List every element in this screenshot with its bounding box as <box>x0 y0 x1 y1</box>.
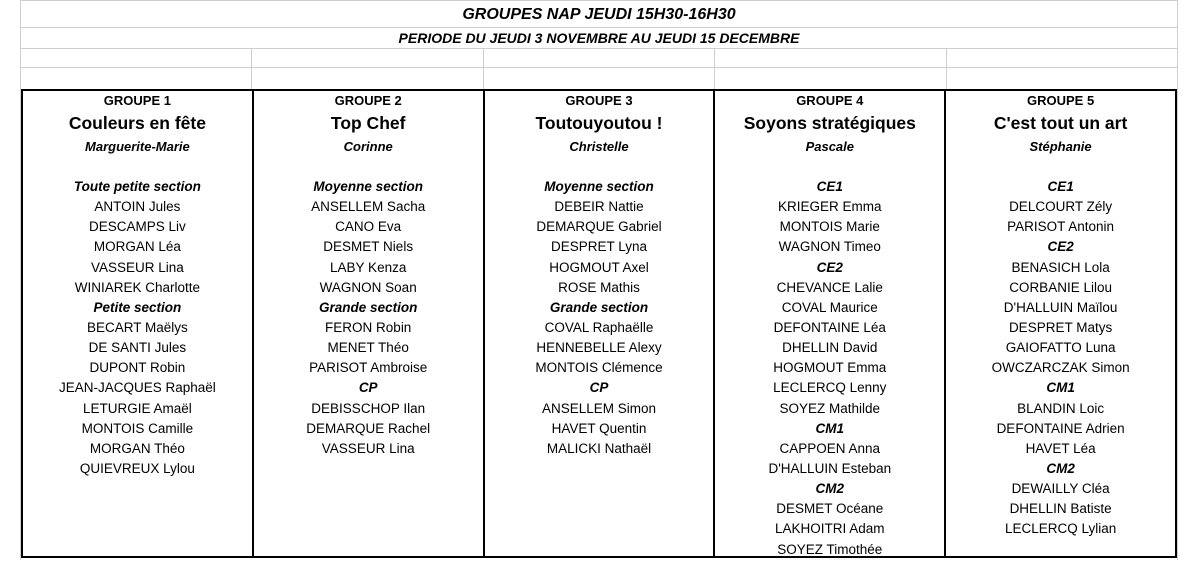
student-name: MORGAN Théo <box>89 440 185 456</box>
student-name: CORBANIE Lilou <box>1009 279 1112 295</box>
student-name: ANSELLEM Simon <box>541 400 657 416</box>
student-name: WAGNON Soan <box>319 279 417 295</box>
student-name: MENET Théo <box>327 340 409 356</box>
groups-table <box>21 89 1177 558</box>
class-level-heading: CP <box>358 380 378 396</box>
student-name: DEMARQUE Gabriel <box>536 219 662 235</box>
student-name: MONTOIS Clémence <box>535 360 663 376</box>
group-title: GROUPE 4 <box>796 93 864 108</box>
class-level-heading: CE2 <box>1047 239 1074 255</box>
class-level-heading: CE1 <box>816 179 843 194</box>
student-name: LECLERCQ Lenny <box>773 380 887 396</box>
student-name: MORGAN Léa <box>93 239 181 255</box>
class-level-heading: CE2 <box>816 259 843 275</box>
student-name: BENASICH Lola <box>1011 259 1110 275</box>
student-name: HAVET Léa <box>1025 440 1096 456</box>
page-title: GROUPES NAP JEUDI 15H30-16H30 <box>462 6 736 23</box>
group-title: GROUPE 3 <box>565 93 633 108</box>
group-spacer <box>23 157 252 177</box>
student-name: DEBISSCHOP Ilan <box>311 400 426 416</box>
student-name: PARISOT Antonin <box>1007 219 1114 235</box>
group-column-3 <box>485 91 716 556</box>
student-name: D'HALLUIN Esteban <box>768 460 892 476</box>
group-leader: Corinne <box>343 139 393 154</box>
group-theme: C'est tout un art <box>993 113 1128 133</box>
student-name: DHELLIN David <box>782 340 878 356</box>
student-name: ANSELLEM Sacha <box>311 199 426 215</box>
student-name: DEMARQUE Rachel <box>306 420 431 436</box>
grid-line <box>20 27 1178 28</box>
student-name: MONTOIS Camille <box>81 420 194 436</box>
student-name: DEFONTAINE Adrien <box>996 420 1125 436</box>
grid-line <box>714 48 715 90</box>
student-name: DEFONTAINE Léa <box>773 319 886 335</box>
student-name: MONTOIS Marie <box>779 219 880 235</box>
student-name: GAIOFATTO Luna <box>1005 340 1116 356</box>
student-name: DEBEIR Nattie <box>554 199 644 215</box>
group-spacer <box>715 157 944 177</box>
class-level-heading: Petite section <box>93 299 182 315</box>
student-name: JEAN-JACQUES Raphaël <box>58 380 216 396</box>
student-name: MALICKI Nathaël <box>546 440 652 456</box>
group-theme: Soyons stratégiques <box>743 113 916 133</box>
student-name: DESMET Océane <box>776 501 884 517</box>
group-column-2 <box>254 91 485 556</box>
grid-line <box>946 48 947 90</box>
student-name: BLANDIN Loic <box>1017 400 1105 416</box>
student-name: CAPPOEN Anna <box>779 440 881 456</box>
class-level-heading: Grande section <box>549 299 649 315</box>
student-name: COVAL Maurice <box>781 299 878 315</box>
class-level-heading: CM2 <box>815 481 845 497</box>
class-level-heading: Moyenne section <box>544 179 654 194</box>
student-name: DESPRET Matys <box>1008 319 1113 335</box>
group-theme: Couleurs en fête <box>68 113 206 133</box>
student-name: DESMET Niels <box>323 239 414 255</box>
student-name: DELCOURT Zély <box>1009 199 1113 215</box>
student-name: CHEVANCE Lalie <box>776 279 883 295</box>
student-name: CANO Eva <box>335 219 402 235</box>
group-column-5 <box>946 91 1175 556</box>
group-title: GROUPE 2 <box>334 93 402 108</box>
student-name: HENNEBELLE Alexy <box>536 340 662 356</box>
group-leader: Marguerite-Marie <box>85 139 190 154</box>
class-level-heading: CM2 <box>1046 460 1075 476</box>
student-name: DE SANTI Jules <box>88 340 187 356</box>
grid-line <box>20 48 1178 49</box>
student-name: HAVET Quentin <box>551 420 647 436</box>
student-name: COVAL Raphaëlle <box>544 319 654 335</box>
student-name: HOGMOUT Emma <box>773 360 887 376</box>
class-level-heading: CM1 <box>815 420 845 436</box>
group-spacer <box>946 157 1175 177</box>
grid-line <box>483 48 484 90</box>
group-theme: Top Chef <box>330 113 406 133</box>
class-level-heading: Moyenne section <box>313 179 423 194</box>
student-name: KRIEGER Emma <box>778 199 882 215</box>
student-name: LECLERCQ Lylian <box>1004 521 1117 537</box>
student-name: HOGMOUT Axel <box>549 259 649 275</box>
student-name: DESCAMPS Liv <box>89 219 186 235</box>
student-name: ROSE Mathis <box>558 279 640 295</box>
student-name: PARISOT Ambroise <box>309 360 428 376</box>
student-name: LAKHOITRI Adam <box>775 521 885 537</box>
class-level-heading: Toute petite section <box>73 179 201 194</box>
student-name: DUPONT Robin <box>89 360 186 376</box>
student-name: LETURGIE Amaël <box>83 400 192 416</box>
grid-line <box>20 67 1178 68</box>
group-column-4 <box>715 91 946 556</box>
grid-line <box>251 48 252 90</box>
student-name: QUIEVREUX Lylou <box>79 460 195 476</box>
student-name: VASSEUR Lina <box>321 440 415 456</box>
group-leader: Christelle <box>569 139 629 154</box>
page-subtitle: PERIODE DU JEUDI 3 NOVEMBRE AU JEUDI 15 DECEMBRE <box>398 30 800 46</box>
group-spacer <box>485 157 714 177</box>
grid-line <box>1177 0 1178 560</box>
student-name: WINIAREK Charlotte <box>74 279 201 295</box>
class-level-heading: CP <box>589 380 609 396</box>
student-name: DEWAILLY Cléa <box>1011 481 1110 497</box>
group-title: GROUPE 5 <box>1026 93 1095 108</box>
group-title: GROUPE 1 <box>103 93 171 108</box>
student-name: BECART Maëlys <box>87 319 188 335</box>
student-name: OWCZARCZAK Simon <box>991 360 1130 376</box>
student-name: WAGNON Timeo <box>778 239 881 255</box>
group-spacer <box>254 157 483 177</box>
student-name: LABY Kenza <box>330 259 407 275</box>
student-name: D'HALLUIN Maïlou <box>1003 299 1118 315</box>
student-name: DHELLIN Batiste <box>1009 501 1112 517</box>
student-name: FERON Robin <box>325 319 412 335</box>
class-level-heading: CM1 <box>1046 380 1075 396</box>
student-name: ANTOIN Jules <box>94 199 181 215</box>
group-column-1 <box>23 91 254 556</box>
class-level-heading: Grande section <box>319 299 418 315</box>
student-name: VASSEUR Lina <box>91 259 184 275</box>
student-name: DESPRET Lyna <box>550 239 648 255</box>
grid-line <box>20 0 1178 1</box>
class-level-heading: CE1 <box>1047 179 1074 194</box>
group-theme: Toutouyoutou ! <box>535 113 663 133</box>
student-name: SOYEZ Mathilde <box>779 400 881 416</box>
group-leader: Pascale <box>805 139 854 154</box>
group-leader: Stéphanie <box>1029 139 1092 154</box>
student-name: SOYEZ Timothée <box>777 541 883 557</box>
